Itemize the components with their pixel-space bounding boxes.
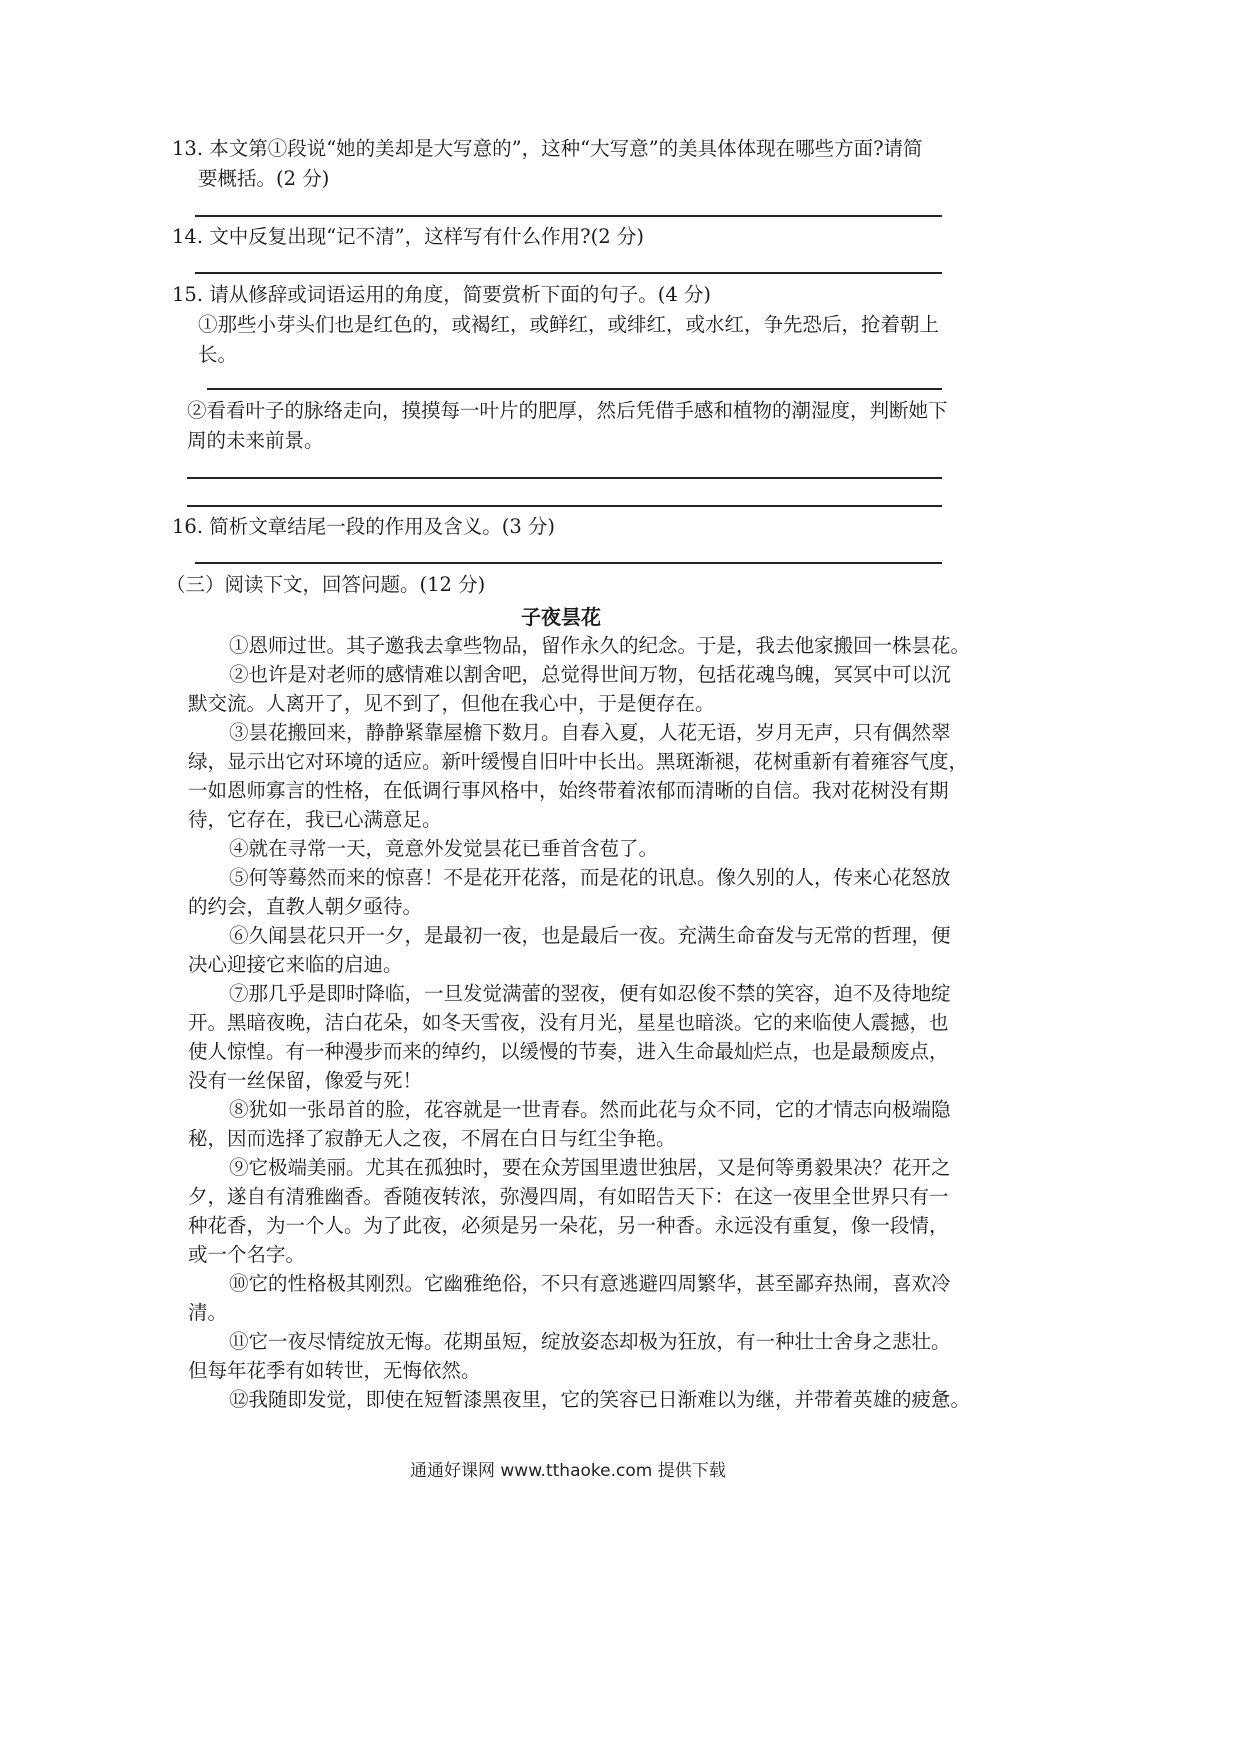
passage-line: ③昙花搬回来，静静紧靠屋檐下数月。自春入夏，人花无语，岁月无声，只有偶然翠 bbox=[229, 721, 951, 744]
q15-s2-line2: 周的未来前景。 bbox=[187, 429, 324, 452]
passage-line: 但每年花季有如转世，无悔依然。 bbox=[188, 1359, 481, 1382]
passage-line: ①恩师过世。其子邀我去拿些物品，留作永久的纪念。于是，我去他家搬回一株昙花。 bbox=[229, 634, 971, 657]
q15-s2-line1: ②看看叶子的脉络走向，摸摸每一叶片的肥厚，然后凭借手感和植物的潮湿度，判断她下 bbox=[187, 399, 948, 422]
passage-line: ⑧犹如一张昂首的脸，花容就是一世青春。然而此花与众不同，它的才情志向极端隐 bbox=[229, 1098, 951, 1121]
passage-line: 清。 bbox=[188, 1301, 228, 1324]
passage-line: ⑪它一夜尽情绽放无悔。花期虽短，绽放姿态却极为狂放，有一种壮士舍身之悲壮。 bbox=[229, 1330, 951, 1353]
passage-line: ②也许是对老师的感情难以割舍吧，总觉得世间万物，包括花魂鸟魄，冥冥中可以沉 bbox=[229, 663, 951, 686]
passage-line: 绿，显示出它对环境的适应。新叶缓慢自旧叶中长出。黑斑渐褪，花树重新有着雍容气度， bbox=[188, 750, 969, 773]
passage-line: 待，它存在，我已心满意足。 bbox=[188, 808, 442, 831]
passage-title: 子夜昙花 bbox=[521, 605, 601, 629]
passage-line: 的约会，直教人朝夕亟待。 bbox=[188, 895, 423, 918]
passage-line: 决心迎接它来临的启迪。 bbox=[188, 953, 403, 976]
q15-line1: 15. 请从修辞或词语运用的角度，简要赏析下面的句子。(4 分) bbox=[172, 283, 712, 306]
passage-line: ⑦那几乎是即时降临，一旦发觉满蕾的翌夜，便有如忍俊不禁的笑容，迫不及待地绽 bbox=[229, 982, 951, 1005]
passage-line: 没有一丝保留，像爱与死！ bbox=[188, 1069, 423, 1092]
passage-line: ④就在寻常一天，竟意外发觉昙花已垂首含苞了。 bbox=[229, 837, 659, 860]
passage-line: ⑩它的性格极其刚烈。它幽雅绝俗，不只有意逃避四周繁华，甚至鄙弃热闹，喜欢冷 bbox=[229, 1272, 951, 1295]
q15-s1-answer-line bbox=[207, 388, 942, 390]
q15-s1-line1: ①那些小芽头们也是红色的，或褐红，或鲜红，或绯红，或水红，争先恐后，抢着朝上 bbox=[198, 313, 940, 336]
q15-s1-line2: 长。 bbox=[198, 343, 238, 366]
q15-s2-answer-line-1 bbox=[187, 477, 942, 479]
q13-answer-line bbox=[195, 215, 942, 217]
passage-line: 一如恩师寡言的性格，在低调行事风格中，始终带着浓郁而清晰的自信。我对花树没有期 bbox=[188, 779, 949, 802]
q15-s2-answer-line-2 bbox=[187, 505, 942, 507]
passage-line: ⑨它极端美丽。尤其在孤独时，要在众芳国里遗世独居，又是何等勇毅果决？花开之 bbox=[229, 1156, 951, 1179]
q14-answer-line bbox=[195, 272, 942, 274]
passage-line: 秘，因而选择了寂静无人之夜，不屑在白日与红尘争艳。 bbox=[188, 1127, 676, 1150]
footer-watermark: 通通好课网 www.tthaoke.com 提供下载 bbox=[410, 1461, 726, 1481]
passage-line: 开。黑暗夜晚，洁白花朵，如冬天雪夜，没有月光，星星也暗淡。它的来临使人震撼，也 bbox=[188, 1011, 949, 1034]
q13-line1: 13. 本文第①段说“她的美却是大写意的”，这种“大写意”的美具体体现在哪些方面?请简 bbox=[172, 137, 923, 160]
passage-line: 使人惊惶。有一种漫步而来的绰约，以缓慢的节奏，进入生命最灿烂点，也是最颓废点， bbox=[188, 1040, 949, 1063]
q16-line1: 16. 简析文章结尾一段的作用及含义。(3 分) bbox=[172, 515, 556, 538]
q16-answer-line bbox=[195, 562, 942, 564]
passage-line: ⑤何等蓦然而来的惊喜！不是花开花落，而是花的讯息。像久别的人，传来心花怒放 bbox=[229, 866, 951, 889]
q13-line2: 要概括。(2 分) bbox=[198, 167, 330, 190]
section3-header: （三）阅读下文，回答问题。(12 分) bbox=[166, 573, 486, 596]
q14-line1: 14. 文中反复出现“记不清”，这样写有什么作用?(2 分) bbox=[172, 225, 644, 248]
passage-line: 种花香，为一个人。为了此夜，必须是另一朵花，另一种香。永远没有重复，像一段情， bbox=[188, 1214, 949, 1237]
passage-line: 夕，遂自有清雅幽香。香随夜转浓，弥漫四周，有如昭告天下：在这一夜里全世界只有一 bbox=[188, 1185, 949, 1208]
passage-line: 默交流。人离开了，见不到了，但他在我心中，于是便存在。 bbox=[188, 692, 715, 715]
passage-line: ⑫我随即发觉，即使在短暂漆黑夜里，它的笑容已日渐难以为继，并带着英雄的疲惫。 bbox=[229, 1388, 971, 1411]
passage-line: ⑥久闻昙花只开一夕，是最初一夜，也是最后一夜。充满生命奋发与无常的哲理，便 bbox=[229, 924, 951, 947]
passage-line: 或一个名字。 bbox=[188, 1243, 306, 1266]
